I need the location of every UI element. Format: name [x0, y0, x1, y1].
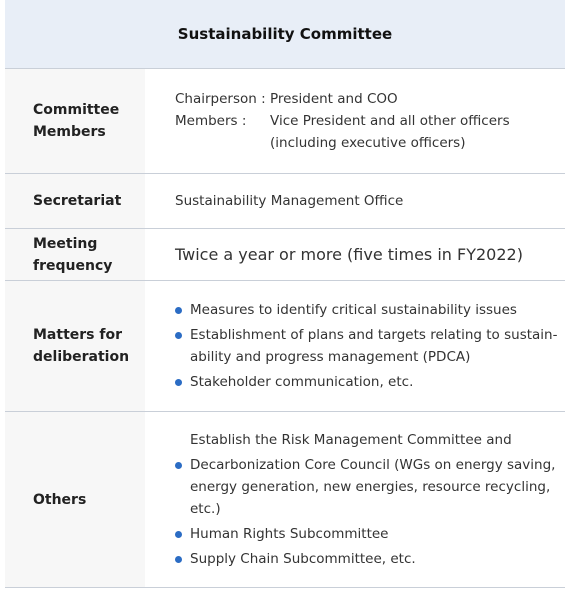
- chairperson-value: President and COO: [270, 91, 398, 107]
- row-label-matters: Matters for deliberation: [5, 281, 145, 411]
- list-item: Establish the Risk Management Committee and: [190, 432, 512, 448]
- row-label-committee-members: Committee Members: [5, 69, 145, 173]
- row-label-secretariat: Secretariat: [5, 174, 145, 228]
- row-label-others: Others: [5, 412, 145, 587]
- list-item: Stakeholder communication, etc.: [175, 371, 559, 393]
- committee-members-content: [145, 69, 565, 173]
- row-meeting-frequency: [5, 229, 565, 281]
- row-label-meeting-frequency: Meeting frequency: [5, 229, 145, 280]
- table-title: Sustainability Committee: [5, 0, 565, 69]
- others-content: [145, 412, 565, 587]
- list-item: Establishment of plans and targets relating to sustain-ability and progress management (PDCA): [175, 324, 559, 368]
- list-item: Supply Chain Subcommittee, etc.: [175, 548, 559, 570]
- row-matters-for-deliberation: [5, 281, 565, 412]
- row-others: [5, 412, 565, 588]
- members-value: Vice President and all other officers (including executive officers): [270, 113, 510, 151]
- list-item: Human Rights Subcommittee: [175, 523, 559, 545]
- committee-table: [5, 0, 565, 588]
- matters-content: [145, 281, 565, 411]
- chairperson-key: Chairperson :: [175, 91, 266, 107]
- row-secretariat: [5, 174, 565, 229]
- members-key: Members :: [175, 113, 247, 129]
- meeting-frequency-value: Twice a year or more (five times in FY2022): [175, 244, 523, 264]
- row-committee-members: [5, 69, 565, 174]
- list-item: Measures to identify critical sustainability issues: [175, 299, 559, 321]
- list-item: Decarbonization Core Council (WGs on energy saving, energy generation, new energies, resource recycling, etc.): [175, 454, 559, 520]
- secretariat-value: Sustainability Management Office: [175, 193, 404, 209]
